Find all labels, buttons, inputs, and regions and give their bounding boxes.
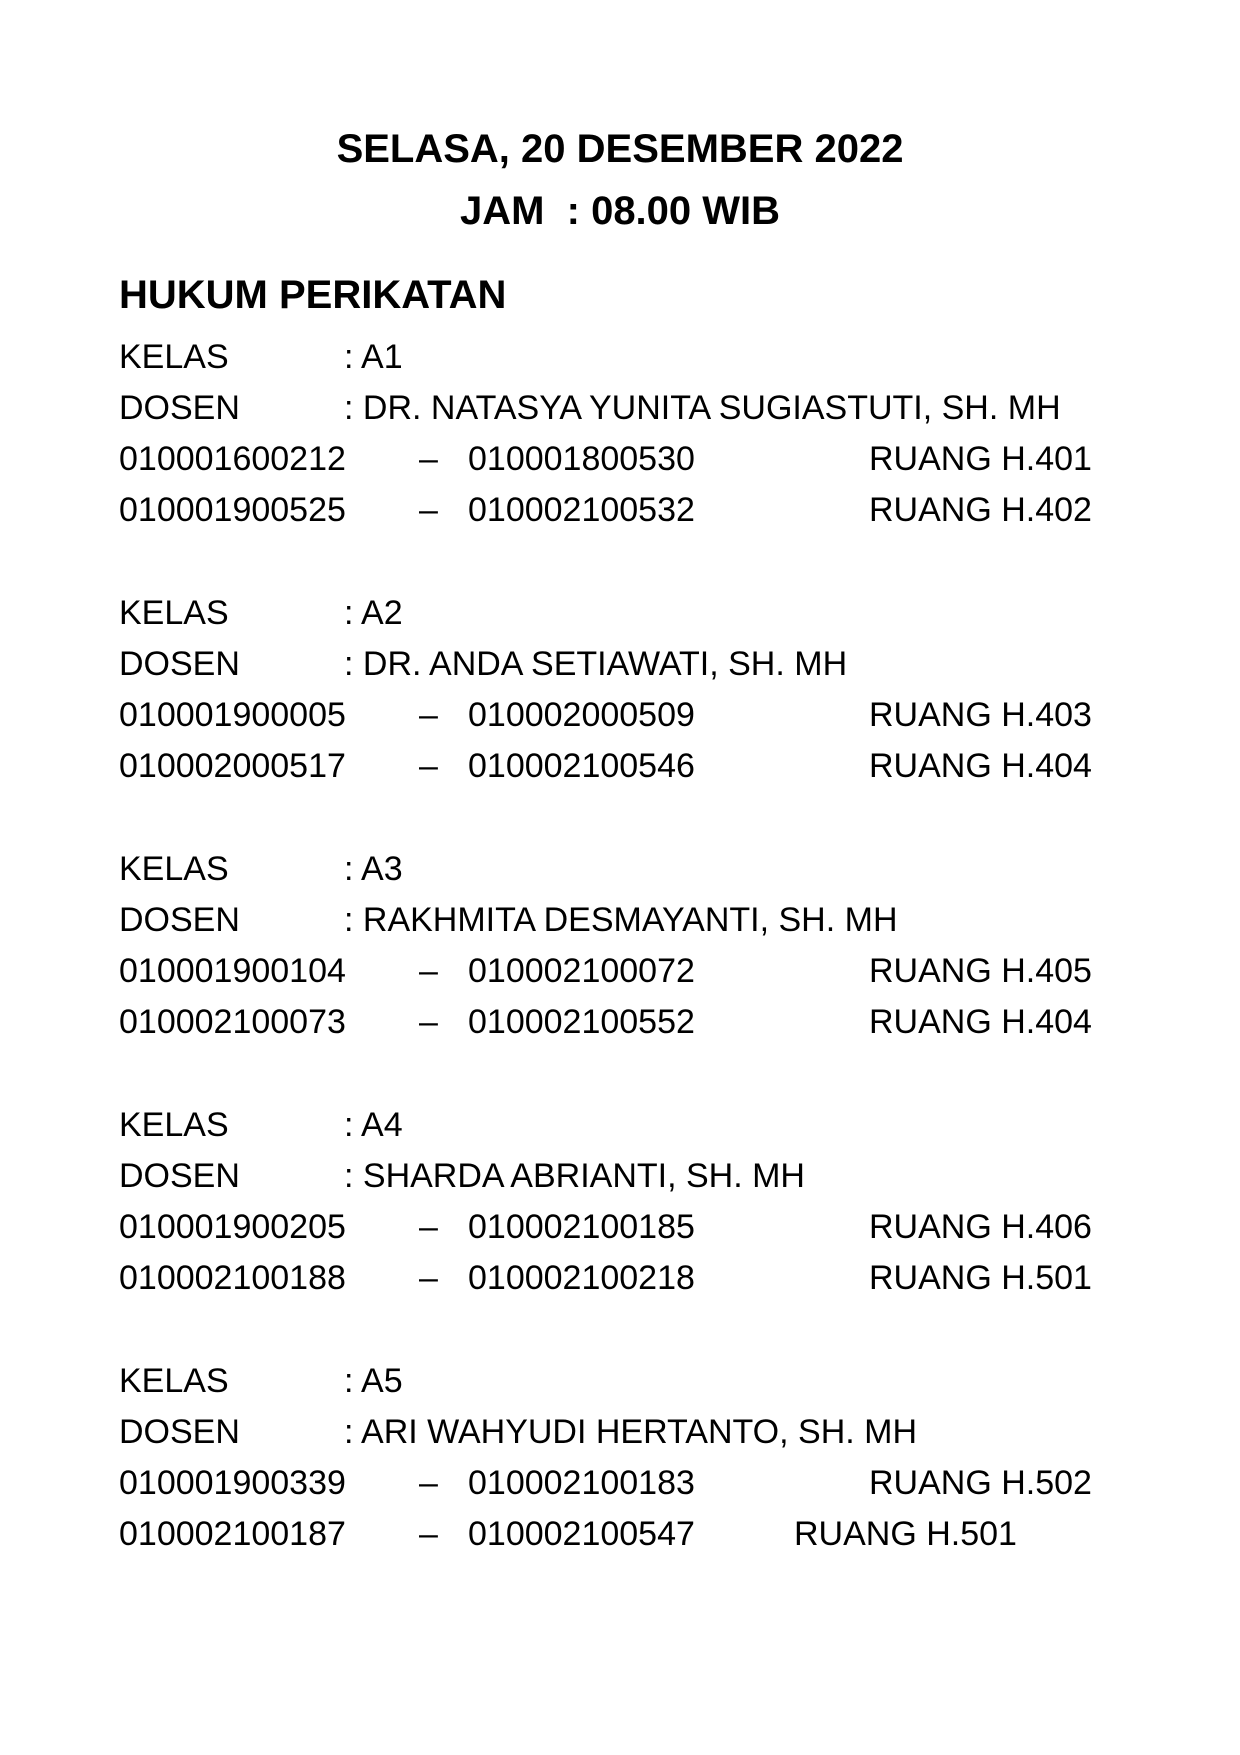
lecturer-row [119, 1407, 1179, 1458]
lecturer-row [119, 383, 1179, 434]
class-block [119, 844, 1179, 1048]
lecturer-value: : SHARDA ABRIANTI, SH. MH [344, 1157, 805, 1195]
nim-start: 010002100073 [119, 1003, 346, 1041]
class-row [119, 1356, 1179, 1407]
room: RUANG H.405 [869, 952, 1092, 990]
class-row [119, 844, 1179, 895]
nim-end: 010002100072 [468, 952, 695, 990]
room: RUANG H.404 [869, 1003, 1092, 1041]
nim-end: 010002100552 [468, 1003, 695, 1041]
exam-date: SELASA, 20 DESEMBER 2022 [336, 127, 904, 171]
nim-start: 010002100187 [119, 1515, 346, 1553]
lecturer-row [119, 895, 1179, 946]
class-label: KELAS [119, 1106, 229, 1144]
room: RUANG H.401 [869, 440, 1092, 478]
nim-start: 010001900205 [119, 1208, 346, 1246]
student-range-row [119, 1253, 1179, 1304]
class-label: KELAS [119, 594, 229, 632]
schedule-header [0, 118, 1240, 242]
nim-start: 010001900005 [119, 696, 346, 734]
room: RUANG H.406 [869, 1208, 1092, 1246]
class-block [119, 332, 1179, 536]
range-dash: – [419, 1515, 438, 1553]
nim-end: 010002000509 [468, 696, 695, 734]
exam-time: JAM : 08.00 WIB [459, 189, 781, 233]
lecturer-label: DOSEN [119, 1413, 240, 1451]
nim-end: 010002100218 [468, 1259, 695, 1297]
class-row [119, 588, 1179, 639]
room: RUANG H.501 [794, 1515, 1017, 1553]
lecturer-value: : DR. NATASYA YUNITA SUGIASTUTI, SH. MH [344, 389, 1061, 427]
range-dash: – [419, 440, 438, 478]
nim-end: 010002100532 [468, 491, 695, 529]
range-dash: – [419, 1208, 438, 1246]
class-value: : A3 [344, 850, 403, 888]
nim-end: 010001800530 [468, 440, 695, 478]
class-value: : A4 [344, 1106, 403, 1144]
range-dash: – [419, 696, 438, 734]
room: RUANG H.501 [869, 1259, 1092, 1297]
range-dash: – [419, 1259, 438, 1297]
nim-end: 010002100185 [468, 1208, 695, 1246]
spacer [119, 536, 1179, 588]
class-label: KELAS [119, 1362, 229, 1400]
student-range-row [119, 1202, 1179, 1253]
class-row [119, 1100, 1179, 1151]
student-range-row [119, 1509, 1179, 1560]
class-row [119, 332, 1179, 383]
room: RUANG H.402 [869, 491, 1092, 529]
nim-start: 010002100188 [119, 1259, 346, 1297]
nim-start: 010001600212 [119, 440, 346, 478]
range-dash: – [419, 952, 438, 990]
lecturer-row [119, 1151, 1179, 1202]
range-dash: – [419, 1003, 438, 1041]
student-range-row [119, 741, 1179, 792]
class-block [119, 1100, 1179, 1304]
nim-start: 010001900525 [119, 491, 346, 529]
course-title: HUKUM PERIKATAN [119, 273, 507, 317]
student-range-row [119, 485, 1179, 536]
class-label: KELAS [119, 338, 229, 376]
student-range-row [119, 946, 1179, 997]
nim-start: 010002000517 [119, 747, 346, 785]
room: RUANG H.502 [869, 1464, 1092, 1502]
range-dash: – [419, 491, 438, 529]
range-dash: – [419, 1464, 438, 1502]
range-dash: – [419, 747, 438, 785]
lecturer-label: DOSEN [119, 645, 240, 683]
class-list [119, 332, 1179, 1560]
lecturer-value: : ARI WAHYUDI HERTANTO, SH. MH [344, 1413, 918, 1451]
student-range-row [119, 690, 1179, 741]
nim-end: 010002100546 [468, 747, 695, 785]
nim-start: 010001900104 [119, 952, 346, 990]
spacer [119, 1048, 1179, 1100]
nim-end: 010002100183 [468, 1464, 695, 1502]
room: RUANG H.404 [869, 747, 1092, 785]
student-range-row [119, 434, 1179, 485]
room: RUANG H.403 [869, 696, 1092, 734]
class-block [119, 1356, 1179, 1560]
class-value: : A5 [344, 1362, 403, 1400]
nim-start: 010001900339 [119, 1464, 346, 1502]
lecturer-label: DOSEN [119, 389, 240, 427]
lecturer-row [119, 639, 1179, 690]
nim-end: 010002100547 [468, 1515, 695, 1553]
lecturer-value: : RAKHMITA DESMAYANTI, SH. MH [344, 901, 898, 939]
lecturer-label: DOSEN [119, 1157, 240, 1195]
lecturer-label: DOSEN [119, 901, 240, 939]
student-range-row [119, 997, 1179, 1048]
class-value: : A2 [344, 594, 403, 632]
class-block [119, 588, 1179, 792]
spacer [119, 792, 1179, 844]
student-range-row [119, 1458, 1179, 1509]
class-label: KELAS [119, 850, 229, 888]
spacer [119, 1304, 1179, 1356]
lecturer-value: : DR. ANDA SETIAWATI, SH. MH [344, 645, 848, 683]
class-value: : A1 [344, 338, 403, 376]
